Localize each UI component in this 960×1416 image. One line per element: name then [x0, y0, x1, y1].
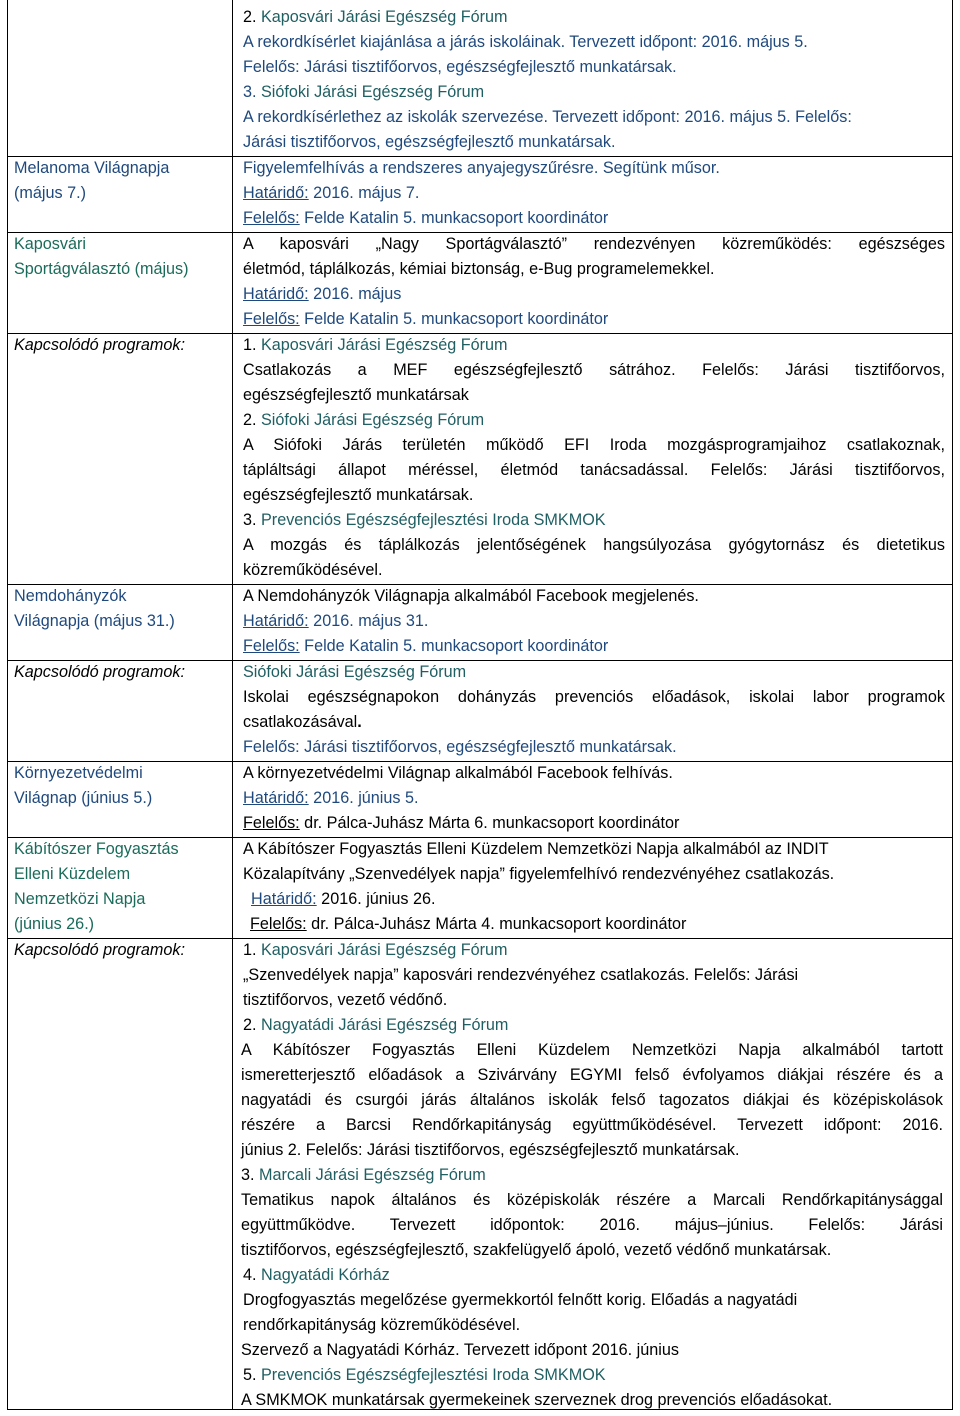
list-item-text: tápláltsági állapot méréssel, életmód tanácsadással. Felelős: Járási tisztifőorvos, [243, 461, 945, 479]
responsible: Felelős: Felde Katalin 5. munkacsoport koordinátor [243, 310, 609, 328]
row-label: (május 7.) [14, 184, 86, 202]
row-label: Melanoma Világnapja [14, 159, 170, 177]
list-item-heading: Siófoki Járási Egészség Fórum [243, 663, 467, 681]
list-item-text: A rekordkísérlethez az iskolák szervezése. Tervezett időpont: 2016. május 5. Felelős: [243, 108, 852, 126]
responsible: Felelős: Felde Katalin 5. munkacsoport koordinátor [243, 209, 609, 227]
row-text: Figyelemfelhívás a rendszeres anyajegyszűrésre. Segítünk műsor. [243, 159, 720, 177]
row-text: A Nemdohányzók Világnapja alkalmából Facebook megjelenés. [243, 587, 699, 605]
list-item-text: közreműködésével. [243, 561, 383, 579]
list-item-text: Csatlakozás a MEF egészségfejlesztő sátrához. Felelős: Járási tisztifőorvos, [243, 361, 945, 379]
row-text: A környezetvédelmi Világnap alkalmából Facebook felhívás. [243, 764, 673, 782]
list-item-text: Felelős: Járási tisztifőorvos, egészségfejlesztő munkatársak. [243, 738, 677, 756]
list-item-text: tisztifőorvos, vezető védőnő. [243, 991, 448, 1009]
row-label: Elleni Küzdelem [14, 865, 131, 883]
list-item-heading: 3. Prevenciós Egészségfejlesztési Iroda SMKMOK [243, 511, 606, 529]
list-item-heading: 5. Prevenciós Egészségfejlesztési Iroda SMKMOK [243, 1366, 606, 1384]
list-item-text: tisztifőorvos, egészségfejlesztő, szakfelügyelő ápoló, vezető védőnő munkatársak. [241, 1241, 832, 1259]
list-item-text: egészségfejlesztő munkatársak. [243, 486, 474, 504]
row-label: Kapcsolódó programok: [14, 336, 185, 354]
row-label: Kapcsolódó programok: [14, 663, 185, 681]
row-label: (június 26.) [14, 915, 95, 933]
list-item-heading: 3. Marcali Járási Egészség Fórum [241, 1166, 486, 1184]
list-item-heading: 1. Kaposvári Járási Egészség Fórum [243, 336, 508, 354]
list-item-heading: 4. Nagyatádi Kórház [243, 1266, 390, 1284]
deadline: Határidő: 2016. június 5. [243, 789, 419, 807]
row-text: Közalapítvány „Szenvedélyek napja” figyelemfelhívó rendezvényéhez csatlakozás. [243, 865, 835, 883]
list-item-heading: 2. Nagyatádi Járási Egészség Fórum [243, 1016, 509, 1034]
row-text: A kaposvári „Nagy Sportágválasztó” rendezvényen közreműködés: egészséges [243, 235, 945, 253]
list-item-text: június 2. Felelős: Járási tisztifőorvos, egészségfejlesztő munkatársak. [241, 1141, 740, 1159]
list-item-text: együttműködve. Tervezett időpontok: 2016. május–június. Felelős: Járási [241, 1216, 943, 1234]
list-item-text: A Siófoki Járás területén működő EFI Iroda mozgásprogramjaihoz csatlakoznak, [243, 436, 945, 454]
list-item-text: Iskolai egészségnapokon dohányzás prevenciós előadások, iskolai labor programok [243, 688, 945, 706]
deadline: Határidő: 2016. május 7. [243, 184, 420, 202]
row-label: Kaposvári [14, 235, 86, 253]
list-item-heading: 3. Siófoki Járási Egészség Fórum [243, 83, 485, 101]
list-item-text: A Kábítószer Fogyasztás Elleni Küzdelem Nemzetközi Napja alkalmából tartott [241, 1041, 943, 1059]
row-label: Nemzetközi Napja [14, 890, 146, 908]
deadline: Határidő: 2016. május 31. [243, 612, 429, 630]
responsible: Felelős: dr. Pálca-Juhász Márta 6. munkacsoport koordinátor [243, 814, 680, 832]
row-label: Világnapja (május 31.) [14, 612, 175, 630]
list-item-text: csatlakozásával. [243, 713, 362, 731]
list-item-text: rendőrkapitányság közreműködésével. [243, 1316, 521, 1334]
row-label: Sportágválasztó (május) [14, 260, 189, 278]
responsible: Felelős: Felde Katalin 5. munkacsoport koordinátor [243, 637, 609, 655]
list-item-text: Drogfogyasztás megelőzése gyermekkortól felnőtt korig. Előadás a nagyatádi [243, 1291, 798, 1309]
row-label: Környezetvédelmi [14, 764, 143, 782]
list-item-text: Járási tisztifőorvos, egészségfejlesztő munkatársak. [243, 133, 616, 151]
list-item-text: A SMKMOK munkatársak gyermekeinek szerveznek drog prevenciós előadásokat. [241, 1391, 833, 1409]
list-item-heading: 2. Kaposvári Járási Egészség Fórum [243, 8, 508, 26]
list-item-text: ismeretterjesztő előadások a Szivárvány EGYMI felső évfolyamos diákjai részére és a [241, 1066, 943, 1084]
list-item-text: „Szenvedélyek napja” kaposvári rendezvényéhez csatlakozás. Felelős: Járási [243, 966, 799, 984]
row-label: Kapcsolódó programok: [14, 941, 185, 959]
deadline: Határidő: 2016. június 26. [251, 890, 436, 908]
row-label: Kábítószer Fogyasztás [14, 840, 179, 858]
list-item-text: Tematikus napok általános és középiskolák részére a Marcali Rendőrkapitánysággal [241, 1191, 943, 1209]
list-item-text: egészségfejlesztő munkatársak [243, 386, 469, 404]
list-item-heading: 1. Kaposvári Járási Egészség Fórum [243, 941, 508, 959]
row-text: A Kábítószer Fogyasztás Elleni Küzdelem Nemzetközi Napja alkalmából az INDIT [243, 840, 829, 858]
list-item-text: Felelős: Járási tisztifőorvos, egészségfejlesztő munkatársak. [243, 58, 677, 76]
list-item-heading: 2. Siófoki Járási Egészség Fórum [243, 411, 485, 429]
responsible: Felelős: dr. Pálca-Juhász Márta 4. munkacsoport koordinátor [250, 915, 687, 933]
deadline: Határidő: 2016. május [243, 285, 402, 303]
row-label: Nemdohányzók [14, 587, 127, 605]
list-item-text: A rekordkísérlet kiajánlása a járás iskoláinak. Tervezett időpont: 2016. május 5. [243, 33, 808, 51]
list-item-text: nagyatádi és csurgói járás általános iskolák felső tagozatos diákjai és középiskolások [241, 1091, 943, 1109]
row-text: életmód, táplálkozás, kémiai biztonság, e-Bug programelemekkel. [243, 260, 715, 278]
list-item-text: A mozgás és táplálkozás jelentőségének hangsúlyozása gyógytornász és dietetikus [243, 536, 945, 554]
list-item-text: részére a Barcsi Rendőrkapitányság együttműködésével. Tervezett időpont: 2016. [241, 1116, 943, 1134]
column-divider [232, 0, 233, 1410]
list-item-text: Szervező a Nagyatádi Kórház. Tervezett időpont 2016. június [241, 1341, 679, 1359]
row-label: Világnap (június 5.) [14, 789, 153, 807]
